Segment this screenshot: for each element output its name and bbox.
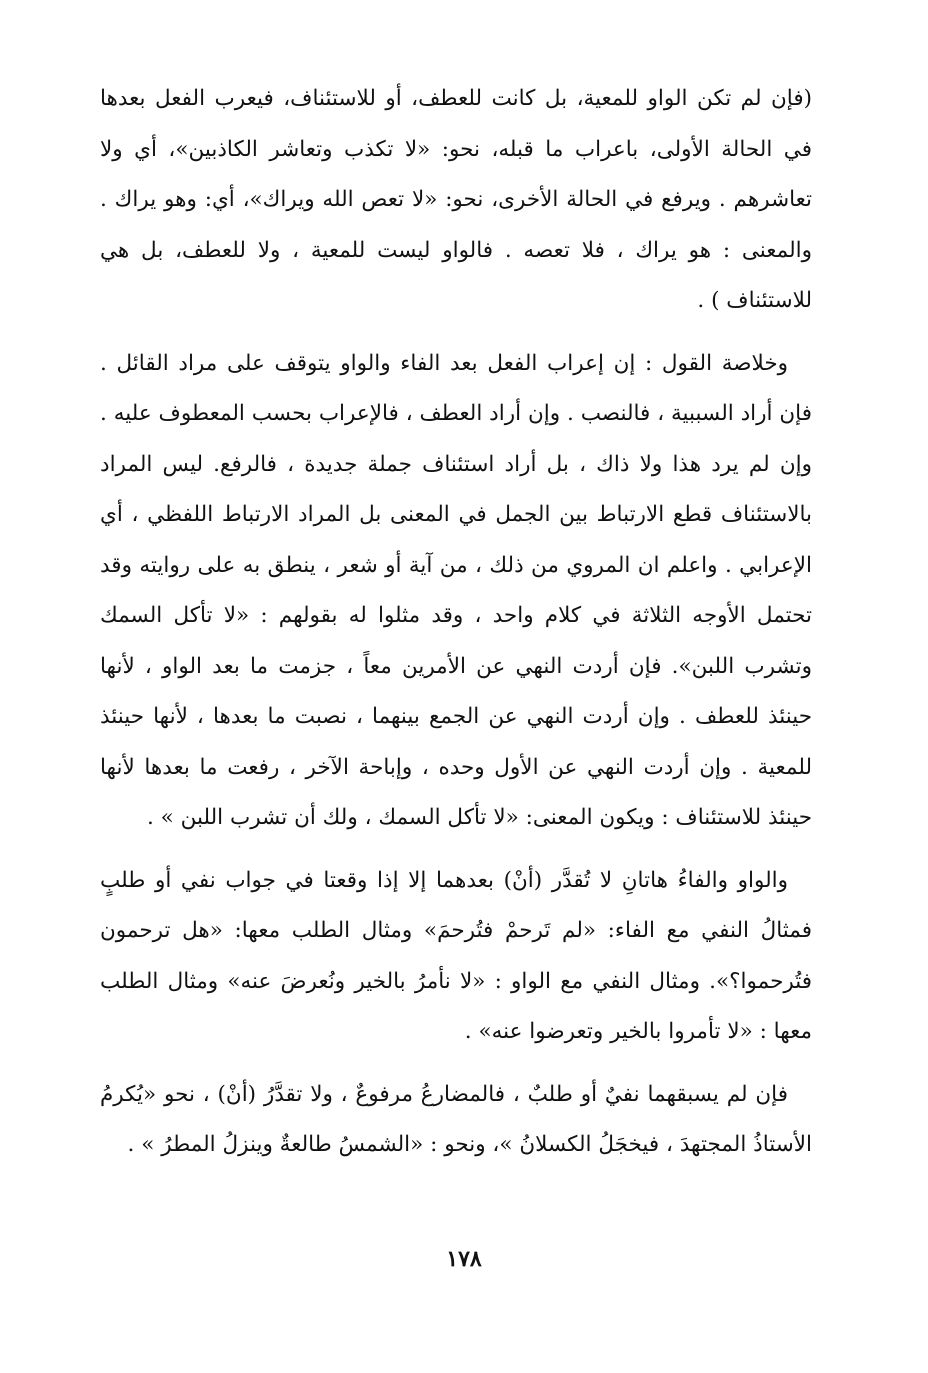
paragraph-waw-fa-rule: والواو والفاءُ هاتانِ لا تُقدَّر (أنْ) بعدهما إلا إذا وقعتا في جواب نفي أو طلبٍ فمثالُ النفي مع الفاء: «لم تَرحمْ فتُرحمَ» ومثال الطلب معها: «هل ترحمون فتُرحموا؟». ومثال النفي مع الواو : «لا نأمرُ بالخير ونُعرضَ عنه» ومثال الطلب معها : «لا تأمروا بالخير وتعرضوا عنه» . xyxy=(100,867,812,1044)
paragraph-parenthetical-note: (فإن لم تكن الواو للمعية، بل كانت للعطف، أو للاستئناف، فيعرب الفعل بعدها في الحالة الأولى، باعراب ما قبله، نحو: «لا تكذب وتعاشر الكاذبين»، أي ولا تعاشرهم . ويرفع في الحالة الأخرى، نحو: «لا تعص الله ويراك»، أي: وهو يراك . والمعنى : هو يراك ، فلا تعصه . فالواو ليست للمعية ، ولا للعطف، بل هي للاستئناف ) . xyxy=(100,86,812,313)
paragraph-no-negation-case: فإن لم يسبقهما نفيٌ أو طلبٌ ، فالمضارعُ مرفوعٌ ، ولا تقدَّرُ (أنْ) ، نحو «يُكرمُ الأستاذُ المجتهدَ ، فيخجَلُ الكسلانُ »، ونحو : «الشمسُ طالعةٌ وينزلُ المطرُ » . xyxy=(100,1081,812,1157)
page-body xyxy=(100,74,812,1274)
paragraph-summary: وخلاصة القول : إن إعراب الفعل بعد الفاء والواو يتوقف على مراد القائل . فإن أراد السببية ، فالنصب . وإن أراد العطف ، فالإعراب بحسب المعطوف عليه . وإن لم يرد هذا ولا ذاك ، بل أراد استئناف جملة جديدة ، فالرفع. ليس المراد بالاستئناف قطع الارتباط بين الجمل في المعنى بل المراد الارتباط اللفظي ، أي الإعرابي . واعلم ان المروي من ذلك ، من آية أو شعر ، ينطق به على روايته وقد تحتمل الأوجه الثلاثة في كلام واحد ، وقد مثلوا له بقولهم : «لا تأكل السمك وتشرب اللبن». فإن أردت النهي عن الأمرين معاً ، جزمت ما بعد الواو ، لأنها حينئذ للعطف . وإن أردت النهي عن الجمع بينهما ، نصبت ما بعدها ، لأنها حينئذ للمعية . وإن أردت النهي عن الأول وحده ، وإباحة الآخر ، رفعت ما بعدها لأنها حينئذ للاستئناف : ويكون المعنى: «لا تأكل السمك ، ولك أن تشرب اللبن » . xyxy=(100,350,812,830)
page-number: ١٧٨ xyxy=(446,1246,482,1272)
